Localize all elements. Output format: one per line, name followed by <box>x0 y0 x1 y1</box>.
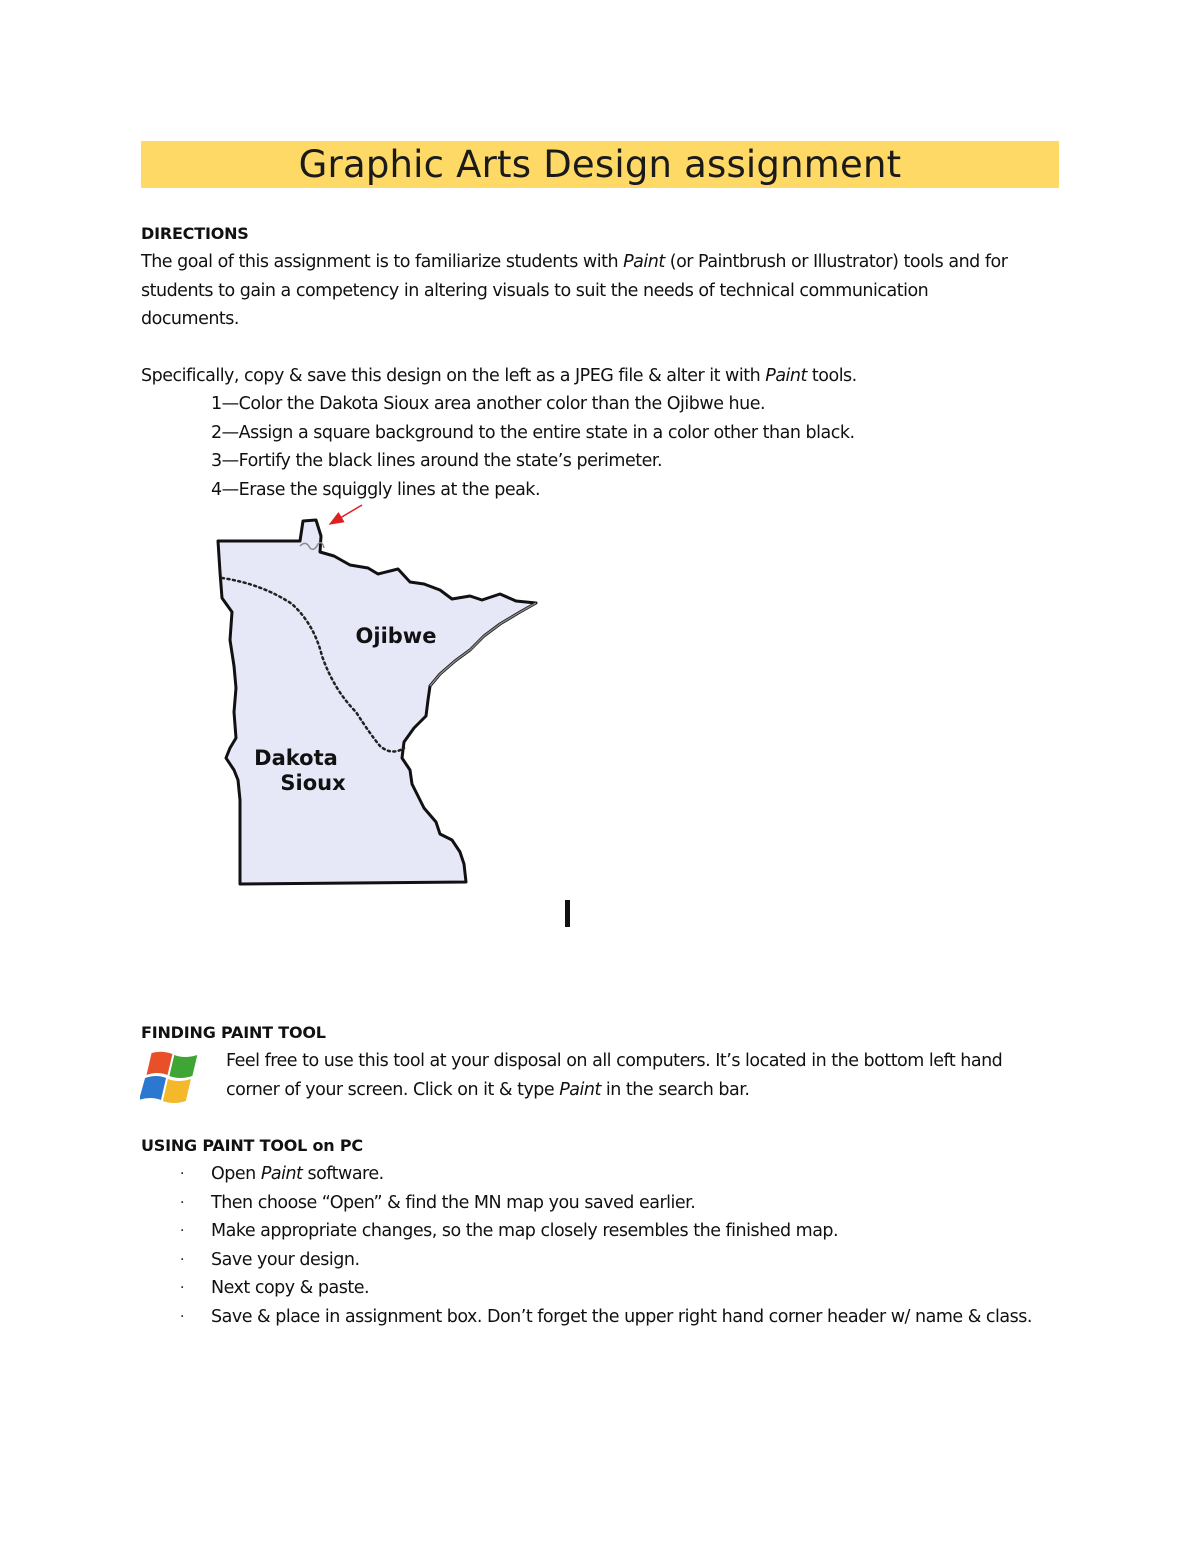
directions-line-3: documents. <box>141 309 239 329</box>
text-run: The goal of this assignment is to familiarize students with <box>141 252 624 272</box>
text-cursor-icon <box>565 900 570 927</box>
state-outline <box>218 520 536 884</box>
step-item: 3—Fortify the black lines around the state’s perimeter. <box>211 451 663 471</box>
list-item <box>176 1274 1056 1303</box>
title-banner <box>141 141 1059 188</box>
text-run: Specifically, copy & save this design on the left as a JPEG file & alter it with <box>141 366 766 386</box>
page-title: Graphic Arts Design assignment <box>298 143 902 186</box>
bullet-marker: · <box>180 1223 184 1239</box>
list-item <box>176 1303 1056 1332</box>
step-item: 4—Erase the squiggly lines at the peak. <box>211 479 541 500</box>
text-run: software. <box>302 1164 384 1184</box>
label-dakota: Dakota <box>254 746 338 770</box>
bullet-marker: · <box>180 1166 184 1182</box>
bullet-marker: · <box>180 1308 184 1325</box>
minnesota-map <box>200 500 560 900</box>
bullet-marker: · <box>180 1194 184 1211</box>
red-arrow <box>330 505 362 524</box>
text-run: Open <box>211 1164 261 1184</box>
text-run: Make appropriate changes, so the map closely resembles the finished map. <box>211 1221 839 1241</box>
finding-line-2 <box>226 1076 1002 1105</box>
text-run: Next copy & paste. <box>211 1278 370 1298</box>
using-heading: USING PAINT TOOL on PC <box>141 1136 363 1155</box>
text-run: tools. <box>806 366 857 386</box>
text-run: in the search bar. <box>600 1079 750 1100</box>
label-sioux: Sioux <box>280 771 346 795</box>
text-run: Then choose “Open” & find the MN map you saved earlier. <box>211 1192 696 1213</box>
steps-list <box>211 390 855 504</box>
list-item <box>176 1189 1056 1218</box>
text-run: (or Paintbrush or Illustrator) tools and for <box>664 252 1008 272</box>
bullet-marker: · <box>180 1251 184 1268</box>
bullet-marker: · <box>180 1280 184 1296</box>
text-run: corner of your screen. Click on it & type <box>226 1079 560 1100</box>
step-item: 1—Color the Dakota Sioux area another color than the Ojibwe hue. <box>211 394 766 414</box>
windows-logo-icon <box>140 1050 206 1106</box>
paint-emphasis: Paint <box>559 1079 601 1100</box>
directions-heading: DIRECTIONS <box>141 224 249 243</box>
directions-line-1 <box>141 248 1007 277</box>
using-bullet-list <box>176 1160 1056 1331</box>
finding-heading: FINDING PAINT TOOL <box>141 1023 326 1042</box>
paint-emphasis: Paint <box>260 1164 303 1184</box>
directions-paragraph <box>141 248 1007 334</box>
finding-line-1: Feel free to use this tool at your disposal on all computers. It’s located in the bottom left hand <box>226 1051 1003 1071</box>
step-item: 2—Assign a square background to the entire state in a color other than black. <box>211 422 855 443</box>
list-item <box>176 1217 1056 1246</box>
paint-emphasis: Paint <box>623 252 665 272</box>
label-ojibwe: Ojibwe <box>355 624 437 648</box>
text-run: Save your design. <box>211 1249 360 1270</box>
directions-line-2: students to gain a competency in altering visuals to suit the needs of technical communication <box>141 280 929 301</box>
paint-emphasis: Paint <box>765 366 807 386</box>
finding-paragraph <box>226 1047 1002 1104</box>
text-run: Save & place in assignment box. Don’t forget the upper right hand corner header w/ name & class. <box>211 1306 1032 1327</box>
list-item <box>176 1160 1056 1189</box>
list-item <box>176 1246 1056 1275</box>
specifically-paragraph <box>141 362 857 391</box>
